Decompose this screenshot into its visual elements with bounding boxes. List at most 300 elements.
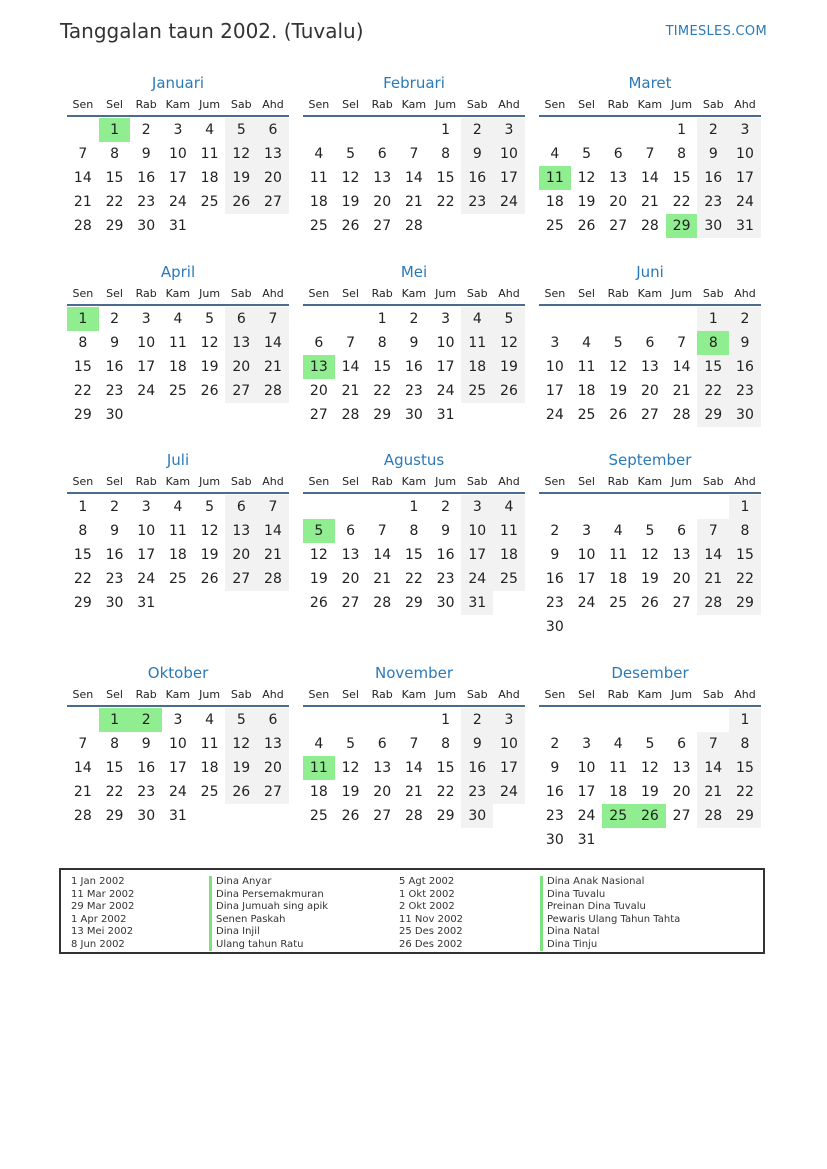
weekday-label: Sen [544,287,566,300]
day-cell: 10 [577,760,596,776]
day-cell: 2 [141,122,151,138]
day-cell: 6 [377,736,387,752]
day-cell-weekend: 3 [493,708,525,732]
day-cell-weekend: 14 [257,331,289,355]
day-cell-weekend: 17 [493,166,525,190]
day-cell: 3 [550,335,560,351]
day-grid [539,307,761,427]
day-cell-weekend: 17 [461,543,493,567]
day-cell-weekend: 19 [225,756,257,780]
legend-left-names [209,876,328,951]
day-empty [571,495,603,519]
day-cell-weekend: 26 [493,379,525,403]
month-name: Maret [628,74,672,92]
day-cell: 2 [550,736,560,752]
day-cell: 12 [341,760,360,776]
day-cell: 29 [73,407,92,423]
day-cell-weekend: 22 [697,379,729,403]
day-cell-weekend: 17 [493,756,525,780]
day-cell: 5 [346,736,355,752]
day-cell: 19 [341,194,360,210]
day-grid [539,495,761,639]
day-cell: 20 [373,194,392,210]
day-cell-weekend: 19 [225,166,257,190]
day-cell: 14 [341,359,360,375]
day-cell-weekend: 28 [697,804,729,828]
day-cell: 22 [73,571,92,587]
day-cell: 7 [409,736,419,752]
day-cell: 8 [441,736,451,752]
day-cell: 23 [436,571,455,587]
day-cell: 26 [640,595,659,611]
day-cell: 1 [441,122,451,138]
day-cell-weekend: 17 [729,166,761,190]
day-empty [666,495,698,519]
day-cell-weekend: 6 [257,708,289,732]
day-cell-weekend: 31 [729,214,761,238]
day-cell-weekend: 5 [225,118,257,142]
day-cell: 18 [309,194,328,210]
day-cell-holiday: 1 [99,708,131,732]
month-juni [539,261,761,427]
weekday-label: Kam [165,287,191,300]
day-cell: 25 [168,383,187,399]
day-cell-holiday: 26 [634,804,666,828]
weekday-label: Jum [671,688,693,701]
day-cell: 14 [404,170,423,186]
day-cell: 11 [609,547,628,563]
day-cell: 20 [672,571,691,587]
weekday-label: Kam [165,475,191,488]
day-cell: 30 [404,407,423,423]
day-cell: 21 [672,383,691,399]
day-cell-weekend: 2 [697,118,729,142]
weekday-label: Sen [308,688,330,701]
day-cell: 20 [341,571,360,587]
day-cell: 19 [341,784,360,800]
day-cell: 27 [609,218,628,234]
day-cell-weekend: 29 [697,403,729,427]
day-cell: 15 [105,170,124,186]
day-cell-weekend: 13 [257,732,289,756]
day-cell: 26 [200,571,219,587]
weekday-label: Ahd [262,287,284,300]
day-cell: 28 [373,595,392,611]
weekday-label: Sel [106,98,123,111]
weekday-label: Kam [637,98,663,111]
day-cell: 2 [441,499,451,515]
legend-date: 11 Nov 2002 [399,913,464,925]
day-cell: 3 [441,311,451,327]
day-cell: 13 [609,170,628,186]
day-cell-holiday: 11 [303,756,335,780]
day-grid [539,118,761,238]
day-cell: 11 [577,359,596,375]
day-cell-weekend: 16 [461,756,493,780]
weekday-header [67,94,289,117]
day-cell-weekend: 27 [225,567,257,591]
day-cell: 26 [341,218,360,234]
day-empty [634,708,666,732]
day-cell: 6 [377,146,387,162]
day-cell: 1 [409,499,419,515]
day-cell-weekend: 7 [697,732,729,756]
day-cell: 17 [545,383,564,399]
day-cell: 18 [200,760,219,776]
day-cell-weekend: 5 [493,307,525,331]
day-cell: 26 [200,383,219,399]
day-cell: 12 [309,547,328,563]
day-cell: 10 [545,359,564,375]
day-cell: 1 [677,122,687,138]
day-cell-weekend: 13 [225,331,257,355]
weekday-label: Sel [106,287,123,300]
day-empty [571,708,603,732]
day-cell-weekend: 12 [225,732,257,756]
day-cell-weekend: 9 [697,142,729,166]
day-cell-weekend: 20 [225,355,257,379]
weekday-header [303,94,525,117]
weekday-label: Jum [671,98,693,111]
day-cell: 2 [409,311,419,327]
weekday-label: Sel [106,475,123,488]
month-name: Oktober [147,664,209,682]
day-cell-weekend: 31 [461,591,493,615]
day-cell: 24 [577,595,596,611]
day-cell: 7 [677,335,687,351]
weekday-label: Sab [466,688,488,701]
day-cell: 31 [436,407,455,423]
day-cell: 24 [137,571,156,587]
day-empty [666,708,698,732]
day-empty [303,708,335,732]
day-cell-weekend: 8 [729,519,761,543]
month-name: April [160,263,196,281]
day-empty [666,307,698,331]
day-cell: 15 [436,170,455,186]
day-cell-holiday: 5 [303,519,335,543]
weekday-label: Sen [544,475,566,488]
day-cell-weekend: 30 [729,403,761,427]
day-cell: 8 [78,335,88,351]
day-cell: 16 [105,547,124,563]
day-cell: 18 [168,359,187,375]
month-april [67,261,289,427]
day-cell-weekend: 2 [729,307,761,331]
day-empty [539,118,571,142]
day-cell-weekend: 25 [493,567,525,591]
day-cell: 8 [110,146,119,162]
day-cell: 28 [73,218,92,234]
legend-holiday-name: Dina Natal [540,926,680,939]
day-cell: 21 [73,194,92,210]
day-cell: 22 [436,194,455,210]
month-name: Mei [400,263,428,281]
legend-holiday-name: Dina Anyar [209,876,328,889]
day-cell: 22 [73,383,92,399]
day-cell-weekend: 24 [461,567,493,591]
day-cell: 17 [137,359,156,375]
day-cell: 4 [205,122,215,138]
holiday-legend [59,868,765,954]
day-cell-weekend: 5 [225,708,257,732]
day-empty [602,118,634,142]
day-cell: 19 [640,571,659,587]
day-cell: 8 [677,146,687,162]
day-cell: 26 [341,808,360,824]
brand-link[interactable]: TIMESLES.COM [665,24,767,39]
day-cell-weekend: 23 [461,780,493,804]
day-cell: 2 [550,523,560,539]
day-cell: 25 [200,784,219,800]
day-cell: 23 [137,194,156,210]
day-cell: 27 [373,218,392,234]
weekday-label: Sab [702,688,724,701]
day-cell: 12 [200,335,219,351]
day-cell-holiday: 8 [697,331,729,355]
day-cell: 7 [346,335,355,351]
month-name: Februari [383,74,445,92]
day-cell: 17 [137,547,156,563]
day-cell-weekend: 16 [461,166,493,190]
day-empty [335,307,367,331]
legend-holiday-name: Dina Anak Nasional [540,876,680,889]
day-cell: 12 [640,760,659,776]
weekday-label: Sab [230,287,252,300]
day-cell: 31 [168,218,187,234]
day-cell: 2 [110,499,119,515]
day-cell: 26 [577,218,596,234]
day-cell: 23 [545,808,564,824]
day-cell: 30 [545,619,564,635]
day-cell: 27 [640,407,659,423]
day-grid [539,708,761,852]
weekday-label: Sen [544,98,566,111]
month-name: September [608,451,692,469]
day-cell: 1 [78,499,88,515]
day-cell: 3 [173,712,183,728]
day-cell-weekend: 22 [729,780,761,804]
day-cell: 13 [672,760,691,776]
day-empty [303,307,335,331]
weekday-header [303,684,525,707]
day-empty [634,118,666,142]
day-cell: 9 [441,523,451,539]
day-cell: 6 [677,736,687,752]
day-cell: 19 [609,383,628,399]
day-cell: 7 [377,523,387,539]
day-cell: 15 [672,170,691,186]
weekday-label: Sab [466,98,488,111]
day-cell: 19 [577,194,596,210]
weekday-label: Sel [106,688,123,701]
day-cell: 30 [545,832,564,848]
day-cell: 18 [609,571,628,587]
day-cell: 14 [73,760,92,776]
weekday-label: Rab [135,688,157,701]
month-agustus [303,449,525,615]
day-cell: 22 [105,194,124,210]
day-cell: 14 [373,547,392,563]
legend-date: 1 Okt 2002 [399,888,455,900]
day-cell: 4 [613,736,623,752]
day-empty [67,118,99,142]
day-grid [67,118,289,238]
day-cell-weekend: 24 [493,780,525,804]
day-cell: 20 [640,383,659,399]
day-cell-weekend: 24 [729,190,761,214]
day-empty [602,708,634,732]
day-cell-weekend: 8 [729,732,761,756]
weekday-label: Jum [199,475,221,488]
day-cell-weekend: 9 [461,732,493,756]
legend-holiday-name: Dina Injil [209,926,328,939]
day-cell: 11 [168,335,187,351]
day-cell: 18 [577,383,596,399]
day-cell-weekend: 27 [257,190,289,214]
day-cell-weekend: 28 [257,567,289,591]
legend-holiday-name: Preinan Dina Tuvalu [540,901,680,914]
weekday-label: Jum [671,287,693,300]
day-cell-weekend: 2 [461,708,493,732]
day-cell: 23 [105,571,124,587]
weekday-label: Rab [607,475,629,488]
day-empty [539,495,571,519]
day-cell: 6 [314,335,324,351]
day-cell-weekend: 3 [729,118,761,142]
legend-right-dates [399,876,463,951]
weekday-label: Rab [607,98,629,111]
weekday-label: Ahd [734,475,756,488]
month-name: November [374,664,454,682]
day-cell-weekend: 14 [697,543,729,567]
day-cell: 16 [105,359,124,375]
day-cell: 10 [577,547,596,563]
day-cell: 15 [73,547,92,563]
legend-holiday-name: Pewaris Ulang Tahun Tahta [540,914,680,927]
day-cell-weekend: 7 [257,495,289,519]
day-cell-weekend: 15 [697,355,729,379]
day-grid [303,708,525,828]
weekday-label: Sab [230,475,252,488]
page-title: Tanggalan taun 2002. (Tuvalu) [60,19,364,43]
day-cell: 25 [545,218,564,234]
weekday-label: Ahd [498,688,520,701]
day-cell: 3 [582,736,591,752]
day-cell-weekend: 20 [225,543,257,567]
legend-right-names [540,876,680,951]
day-cell: 28 [640,218,659,234]
day-cell-weekend: 6 [225,495,257,519]
day-cell: 3 [141,311,151,327]
day-cell: 24 [577,808,596,824]
legend-holiday-name: Dina Jumuah sing apik [209,901,328,914]
weekday-header [67,283,289,306]
day-cell: 22 [436,784,455,800]
day-cell: 9 [550,760,560,776]
day-cell: 28 [73,808,92,824]
day-cell: 3 [173,122,183,138]
day-cell-holiday: 1 [99,118,131,142]
day-grid [67,495,289,615]
weekday-label: Kam [637,688,663,701]
day-cell: 12 [341,170,360,186]
month-juli [67,449,289,615]
weekday-label: Kam [165,98,191,111]
day-cell: 29 [373,407,392,423]
day-empty [366,118,398,142]
day-grid [67,708,289,828]
day-cell: 19 [200,547,219,563]
day-cell-weekend: 13 [225,519,257,543]
day-cell: 5 [613,335,623,351]
legend-date: 1 Jan 2002 [71,876,125,887]
day-cell: 19 [309,571,328,587]
day-cell-weekend: 30 [697,214,729,238]
day-cell: 9 [141,736,151,752]
day-cell-holiday: 2 [130,708,162,732]
weekday-label: Jum [435,98,457,111]
month-desember [539,662,761,852]
day-cell: 30 [137,218,156,234]
day-cell: 26 [309,595,328,611]
day-cell-holiday: 25 [602,804,634,828]
day-cell: 11 [200,146,219,162]
day-cell: 28 [404,808,423,824]
month-januari [67,72,289,238]
day-cell: 27 [672,595,691,611]
day-cell: 12 [640,547,659,563]
day-cell: 22 [373,383,392,399]
day-cell: 17 [168,170,187,186]
day-cell: 5 [205,499,215,515]
day-cell: 22 [672,194,691,210]
day-cell: 21 [73,784,92,800]
weekday-label: Rab [135,98,157,111]
day-cell-weekend: 15 [729,756,761,780]
weekday-label: Jum [671,475,693,488]
day-cell-weekend: 6 [225,307,257,331]
weekday-header [303,283,525,306]
weekday-header [539,94,761,117]
day-cell: 27 [341,595,360,611]
day-cell: 9 [110,523,119,539]
day-cell-weekend: 21 [257,355,289,379]
day-cell-weekend: 26 [225,190,257,214]
day-cell-weekend: 9 [729,331,761,355]
day-cell: 17 [168,760,187,776]
weekday-label: Kam [401,475,427,488]
month-februari [303,72,525,238]
day-cell-weekend: 11 [461,331,493,355]
day-cell: 11 [609,760,628,776]
day-cell: 23 [545,595,564,611]
day-cell: 21 [373,571,392,587]
weekday-label: Sen [308,287,330,300]
day-cell: 18 [168,547,187,563]
day-cell-weekend: 13 [257,142,289,166]
weekday-label: Jum [199,287,221,300]
day-cell: 21 [640,194,659,210]
day-cell: 8 [78,523,88,539]
weekday-label: Ahd [498,287,520,300]
day-cell: 27 [309,407,328,423]
day-cell-weekend: 22 [729,567,761,591]
day-cell: 17 [577,784,596,800]
weekday-label: Kam [401,98,427,111]
weekday-label: Rab [135,475,157,488]
day-cell-weekend: 23 [461,190,493,214]
